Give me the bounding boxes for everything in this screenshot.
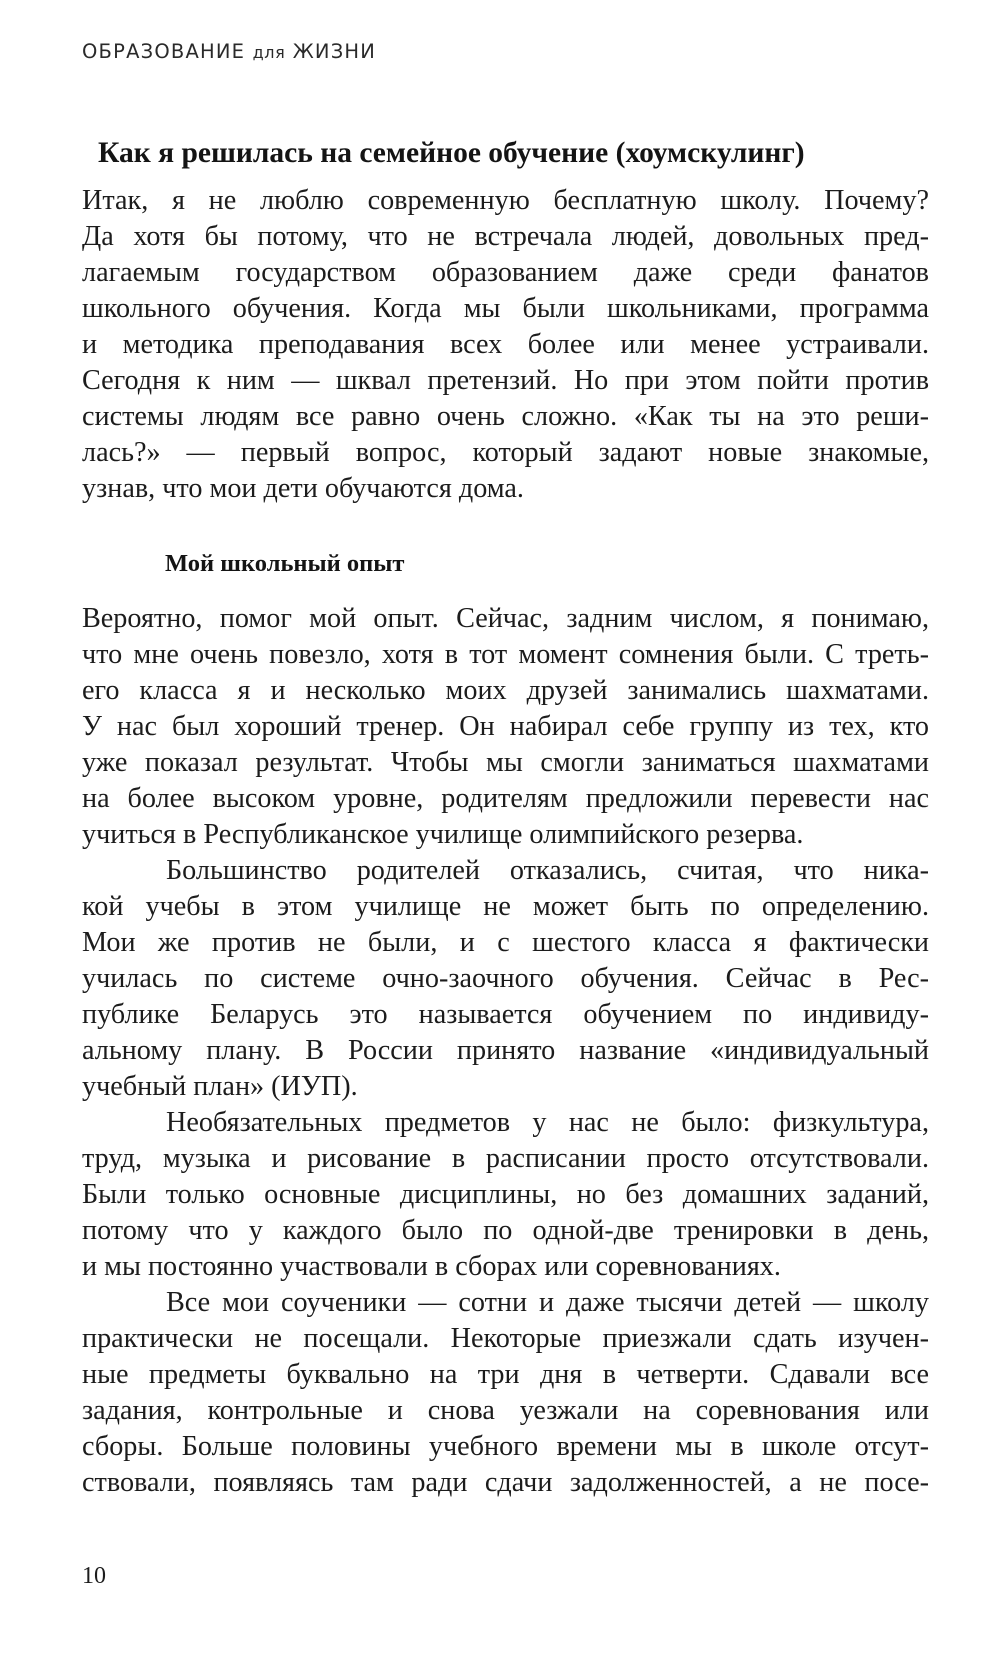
text-line: его класса я и несколько моих друзей занимались шахматами. — [82, 675, 929, 706]
text-line: Вероятно, помог мой опыт. Сейчас, задним числом, я понимаю, — [82, 603, 929, 634]
text-line: училась по системе очно-заочного обучения. Сейчас в Рес- — [82, 963, 929, 994]
text-line: Большинство родителей отказались, считая, что ника- — [166, 855, 929, 886]
text-line: узнав, что мои дети обучаются дома. — [82, 473, 524, 504]
text-line: Итак, я не люблю современную бесплатную школу. Почему? — [82, 185, 929, 216]
text-line: и методика преподавания всех более или менее устраивали. — [82, 329, 929, 360]
text-line: школьного обучения. Когда мы были школьниками, программа — [82, 293, 929, 324]
text-line: У нас был хороший тренер. Он набирал себе группу из тех, кто — [82, 711, 929, 742]
text-line: ствовали, появляясь там ради сдачи задолженностей, а не посе- — [82, 1467, 929, 1498]
text-line: Мои же против не были, и с шестого класса я фактически — [82, 927, 929, 958]
text-line: ные предметы буквально на три дня в четверти. Сдавали все — [82, 1359, 929, 1390]
section-paragraph-1 — [82, 601, 929, 1501]
text-line: уже показал результат. Чтобы мы смогли заниматься шахматами — [82, 747, 929, 778]
text-line: публике Беларусь это называется обучением по индивиду- — [82, 999, 929, 1030]
page-number: 10 — [82, 1563, 106, 1589]
text-line: Были только основные дисциплины, но без домашних заданий, — [82, 1179, 929, 1210]
intro-paragraph — [82, 183, 929, 507]
text-line: и мы постоянно участвовали в сборах или соревнованиях. — [82, 1251, 781, 1282]
running-head-part1: ОБРАЗОВАНИЕ — [82, 40, 246, 63]
text-line: учебный план» (ИУП). — [82, 1071, 358, 1102]
text-line: сборы. Больше половины учебного времени мы в школе отсут- — [82, 1431, 929, 1462]
chapter-title: Как я решилась на семейное обучение (хоумскулинг) — [98, 137, 805, 169]
text-line: потому что у каждого было по одной-две тренировки в день, — [82, 1215, 929, 1246]
running-head-part3: ЖИЗНИ — [292, 40, 377, 63]
text-line: лась?» — первый вопрос, который задают новые знакомые, — [82, 437, 929, 468]
text-line: альному плану. В России принято название «индивидуальный — [82, 1035, 929, 1066]
running-head — [82, 40, 376, 63]
text-line: лагаемым государством образованием даже среди фанатов — [82, 257, 929, 288]
text-line: труд, музыка и рисование в расписании просто отсутствовали. — [82, 1143, 929, 1174]
text-line: практически не посещали. Некоторые приезжали сдать изучен- — [82, 1323, 929, 1354]
section-title: Мой школьный опыт — [165, 550, 405, 577]
text-line: Все мои соученики — сотни и даже тысячи детей — школу — [166, 1287, 929, 1318]
text-line: кой учебы в этом училище не может быть по определению. — [82, 891, 929, 922]
text-line: Сегодня к ним — шквал претензий. Но при этом пойти против — [82, 365, 929, 396]
text-line: Да хотя бы потому, что не встречала людей, довольных пред- — [82, 221, 929, 252]
running-head-part2: для — [252, 43, 286, 62]
text-line: Необязательных предметов у нас не было: физкультура, — [166, 1107, 929, 1138]
text-line: системы людям все равно очень сложно. «Как ты на это реши- — [82, 401, 929, 432]
text-line: на более высоком уровне, родителям предложили перевести нас — [82, 783, 929, 814]
text-line: что мне очень повезло, хотя в тот момент сомнения были. С треть- — [82, 639, 929, 670]
text-line: задания, контрольные и снова уезжали на соревнования или — [82, 1395, 929, 1426]
text-line: учиться в Республиканское училище олимпийского резерва. — [82, 819, 804, 850]
